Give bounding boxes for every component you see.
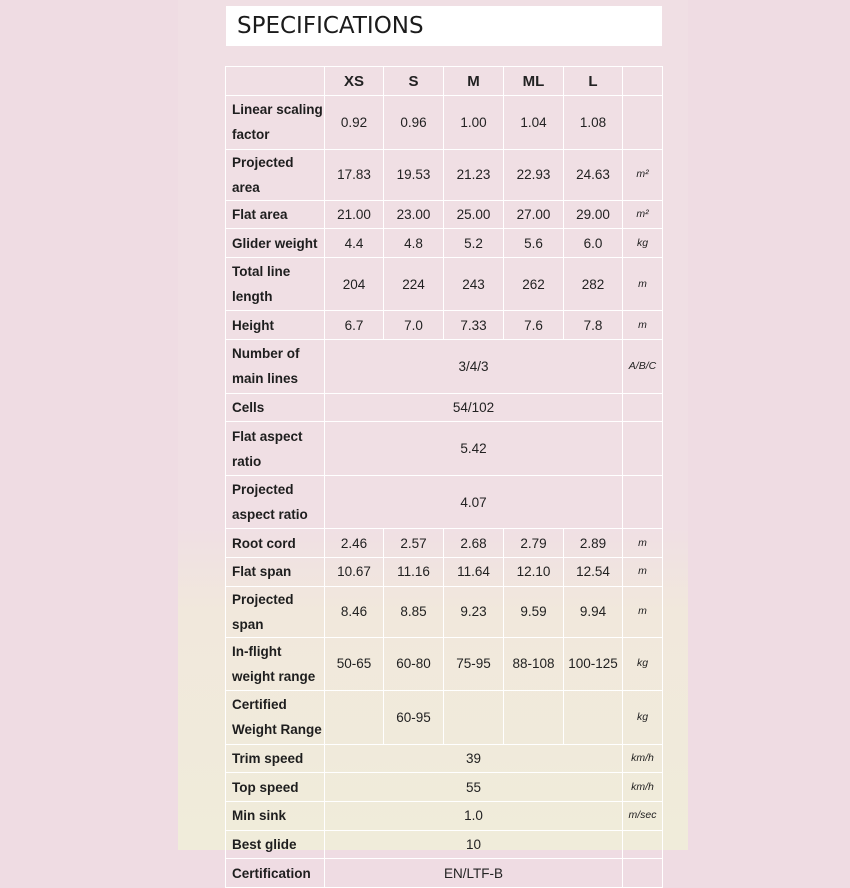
table-cell: 7.6 [504,311,564,340]
table-cell: 19.53 [384,149,444,200]
table-cell: 7.33 [444,311,504,340]
table-row [226,229,663,258]
table-cell: 25.00 [444,200,504,229]
table-cell: 7.0 [384,311,444,340]
table-row [226,637,663,691]
table-cell-merged: 4.07 [325,475,623,529]
unit-cell: m [623,557,663,586]
row-label: Certification [226,859,325,888]
table-row [226,200,663,229]
unit-cell: m² [623,149,663,200]
column-header-unit [623,67,663,96]
table-row [226,257,663,311]
table-cell: 0.92 [325,96,384,150]
column-header-ml: ML [504,67,564,96]
table-cell: 5.6 [504,229,564,258]
row-label: Root cord [226,529,325,558]
unit-cell: A/B/C [623,340,663,394]
specifications-header [226,6,662,46]
table-cell: 2.89 [564,529,623,558]
unit-cell: m [623,529,663,558]
table-cell [325,691,384,745]
row-label: Min sink [226,802,325,831]
row-label: Projected span [226,586,325,637]
table-cell-merged: 10 [325,830,623,859]
table-cell: 7.8 [564,311,623,340]
row-label: In-flight weight range [226,637,325,691]
table-cell: 21.23 [444,149,504,200]
unit-cell [623,859,663,888]
table-cell: 8.85 [384,586,444,637]
column-header-l: L [564,67,623,96]
table-header-row [226,67,663,96]
page-title: SPECIFICATIONS [237,13,424,39]
unit-cell: m² [623,200,663,229]
table-cell: 204 [325,257,384,311]
table-cell: 1.04 [504,96,564,150]
unit-cell: km/h [623,773,663,802]
table-cell: 12.10 [504,557,564,586]
table-cell-merged: EN/LTF-B [325,859,623,888]
column-header-xs: XS [325,67,384,96]
table-cell: 23.00 [384,200,444,229]
row-label: Trim speed [226,744,325,773]
table-cell: 10.67 [325,557,384,586]
table-cell-merged: 3/4/3 [325,340,623,394]
table-cell: 12.54 [564,557,623,586]
column-header-m: M [444,67,504,96]
row-label: Flat aspect ratio [226,422,325,476]
row-label: Height [226,311,325,340]
unit-cell: m [623,586,663,637]
table-cell: 60-95 [384,691,444,745]
unit-cell: m [623,257,663,311]
table-row [226,691,663,745]
unit-cell [623,96,663,150]
table-row [226,557,663,586]
row-label: Certified Weight Range [226,691,325,745]
table-cell: 6.7 [325,311,384,340]
table-cell: 1.08 [564,96,623,150]
row-label: Cells [226,393,325,422]
row-label: Flat span [226,557,325,586]
row-label: Number of main lines [226,340,325,394]
row-label: Glider weight [226,229,325,258]
unit-cell [623,830,663,859]
column-header-s: S [384,67,444,96]
table-cell: 8.46 [325,586,384,637]
table-row [226,149,663,200]
table-cell: 6.0 [564,229,623,258]
table-row [226,96,663,150]
table-cell [504,691,564,745]
table-cell: 0.96 [384,96,444,150]
table-cell: 9.23 [444,586,504,637]
table-cell [444,691,504,745]
unit-cell: km/h [623,744,663,773]
table-cell: 2.46 [325,529,384,558]
table-cell: 11.16 [384,557,444,586]
table-cell-merged: 55 [325,773,623,802]
table-cell-merged: 1.0 [325,802,623,831]
table-row [226,529,663,558]
table-cell [564,691,623,745]
table-cell-merged: 5.42 [325,422,623,476]
table-cell: 9.94 [564,586,623,637]
unit-cell: m [623,311,663,340]
table-row [226,744,663,773]
table-cell: 21.00 [325,200,384,229]
unit-cell: m/sec [623,802,663,831]
table-row [226,859,663,888]
table-cell: 262 [504,257,564,311]
table-row [226,475,663,529]
table-cell: 4.8 [384,229,444,258]
unit-cell [623,475,663,529]
table-row [226,311,663,340]
table-row [226,830,663,859]
row-label: Linear scaling factor [226,96,325,150]
row-label: Best glide [226,830,325,859]
table-cell: 282 [564,257,623,311]
table-cell: 50-65 [325,637,384,691]
table-cell: 100-125 [564,637,623,691]
column-header [226,67,325,96]
row-label: Top speed [226,773,325,802]
table-cell: 224 [384,257,444,311]
table-cell: 9.59 [504,586,564,637]
unit-cell: kg [623,691,663,745]
table-row [226,393,663,422]
table-cell: 11.64 [444,557,504,586]
table-cell: 27.00 [504,200,564,229]
table-row [226,773,663,802]
row-label: Flat area [226,200,325,229]
table-cell: 2.79 [504,529,564,558]
table-cell: 60-80 [384,637,444,691]
table-cell: 24.63 [564,149,623,200]
table-cell: 4.4 [325,229,384,258]
table-row [226,586,663,637]
table-cell: 1.00 [444,96,504,150]
table-cell: 75-95 [444,637,504,691]
table-cell: 2.57 [384,529,444,558]
table-cell: 22.93 [504,149,564,200]
unit-cell: kg [623,637,663,691]
table-cell: 29.00 [564,200,623,229]
table-cell-merged: 54/102 [325,393,623,422]
table-cell-merged: 39 [325,744,623,773]
row-label: Projected aspect ratio [226,475,325,529]
row-label: Total line length [226,257,325,311]
table-cell: 17.83 [325,149,384,200]
unit-cell [623,393,663,422]
unit-cell: kg [623,229,663,258]
specifications-table [225,66,663,888]
table-row [226,422,663,476]
table-row [226,802,663,831]
table-cell: 5.2 [444,229,504,258]
table-row [226,340,663,394]
unit-cell [623,422,663,476]
table-cell: 88-108 [504,637,564,691]
row-label: Projected area [226,149,325,200]
table-cell: 243 [444,257,504,311]
table-cell: 2.68 [444,529,504,558]
